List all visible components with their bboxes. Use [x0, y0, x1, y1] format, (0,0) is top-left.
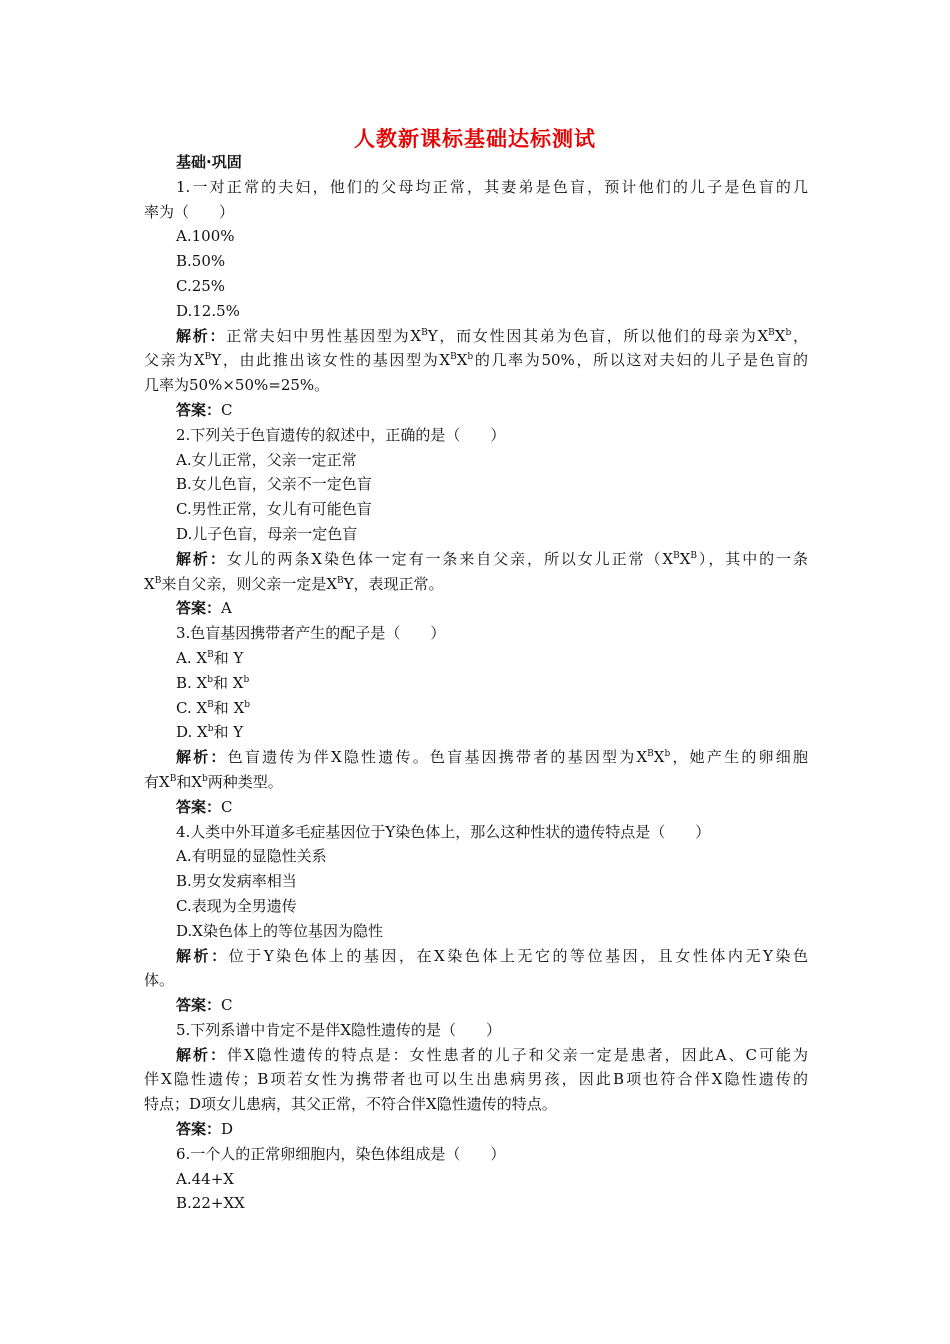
q3-option-d: D. $X^b$和 Y — [176, 723, 244, 742]
q2-stem: 2.下列关于色盲遗传的叙述中，正确的是（ ） — [176, 425, 506, 444]
analysis-label: 解析： — [176, 1045, 227, 1064]
q3-analysis-line1: 解析：色盲遗传为伴X隐性遗传。色盲基因携带者的基因型为$X^BX^b$，她产生的卵细胞 — [176, 748, 808, 767]
answer-label: 答案： — [176, 1120, 222, 1139]
q2-analysis-line2: $X^B$来自父亲，则父亲一定是$X^BY$，表现正常。 — [144, 574, 444, 593]
q3-answer: 答案：C — [176, 797, 233, 816]
q5-answer: 答案：D — [176, 1120, 234, 1139]
q4-option-d: D.X染色体上的等位基因为隐性 — [176, 921, 383, 940]
q4-option-b: B.男女发病率相当 — [176, 872, 297, 891]
q1-stem-line1: 1.一对正常的夫妇，他们的父母均正常，其妻弟是色盲，预计他们的儿子是色盲的几 — [176, 177, 808, 196]
section-heading: 基础·巩固 — [176, 153, 242, 171]
q3-option-b: B. $X^b$和 $X^b$ — [176, 673, 250, 692]
q1-option-d: D.12.5% — [176, 301, 240, 320]
q2-answer: 答案：A — [176, 599, 232, 618]
analysis-label: 解析： — [176, 326, 227, 345]
q4-analysis-line2: 体。 — [144, 971, 175, 990]
q4-stem: 4.人类中外耳道多毛症基因位于Y染色体上，那么这种性状的遗传特点是（ ） — [176, 822, 711, 841]
q1-analysis-line3: 几率为50%×50%=25%。 — [144, 376, 330, 395]
q6-stem: 6.一个人的正常卵细胞内，染色体组成是（ ） — [176, 1144, 506, 1163]
answer-label: 答案： — [176, 400, 222, 419]
q3-option-c: C. $X^B$和 $X^b$ — [176, 698, 251, 717]
q2-option-c: C.男性正常，女儿有可能色盲 — [176, 500, 372, 519]
q3-stem: 3.色盲基因携带者产生的配子是（ ） — [176, 624, 446, 643]
q3-option-a: A. $X^B$和 Y — [176, 648, 244, 667]
answer-label: 答案： — [176, 599, 222, 618]
q5-stem: 5.下列系谱中肯定不是伴X隐性遗传的是（ ） — [176, 1020, 501, 1039]
q5-analysis-line3: 特点；D项女儿患病，其父正常，不符合伴X隐性遗传的特点。 — [144, 1095, 557, 1114]
q1-stem-line2: 率为（ ） — [144, 202, 235, 221]
q4-answer: 答案：C — [176, 996, 233, 1015]
q4-analysis-line1: 解析：位于Y染色体上的基因，在X染色体上无它的等位基因，且女性体内无Y染色 — [176, 946, 808, 965]
q2-option-d: D.儿子色盲，母亲一定色盲 — [176, 524, 358, 543]
page-title: 人教新课标基础达标测试 — [354, 127, 596, 151]
q2-option-a: A.女儿正常，父亲一定正常 — [176, 450, 357, 469]
q5-analysis-line2: 伴X隐性遗传；B项若女性为携带者也可以生出患病男孩，因此B项也符合伴X隐性遗传的 — [144, 1070, 808, 1089]
analysis-label: 解析： — [176, 748, 228, 767]
q1-analysis-line2: 父亲为$X^BY$，由此推出该女性的基因型为$X^BX^b$的几率为50%，所以这对夫妇的儿子是色盲的 — [144, 351, 808, 370]
q1-option-a: A.100% — [176, 227, 235, 246]
q3-analysis-line2: 有$X^B$和$X^b$两种类型。 — [144, 772, 283, 791]
analysis-label: 解析： — [176, 946, 229, 965]
answer-label: 答案： — [176, 996, 222, 1015]
q2-option-b: B.女儿色盲，父亲不一定色盲 — [176, 475, 372, 494]
q1-answer: 答案：C — [176, 400, 233, 419]
q6-option-b: B.22+XX — [176, 1194, 245, 1213]
q4-option-a: A.有明显的显隐性关系 — [176, 847, 327, 866]
q1-option-b: B.50% — [176, 252, 226, 271]
q2-analysis-line1: 解析：女儿的两条X染色体一定有一条来自父亲，所以女儿正常$(X^BX^B)$，其中的一条 — [176, 549, 808, 568]
answer-label: 答案： — [176, 797, 222, 816]
q5-analysis-line1: 解析：伴X隐性遗传的特点是：女性患者的儿子和父亲一定是患者，因此A、C可能为 — [176, 1045, 808, 1064]
q6-option-a: A.44+X — [176, 1169, 234, 1188]
q1-option-c: C.25% — [176, 276, 226, 295]
analysis-label: 解析： — [176, 549, 227, 568]
q1-analysis-line1: 解析：正常夫妇中男性基因型为$X^BY$，而女性因其弟为色盲，所以他们的母亲为$X^BX^b$， — [176, 326, 808, 345]
question-content — [144, 150, 808, 1216]
q4-option-c: C.表现为全男遗传 — [176, 896, 297, 915]
